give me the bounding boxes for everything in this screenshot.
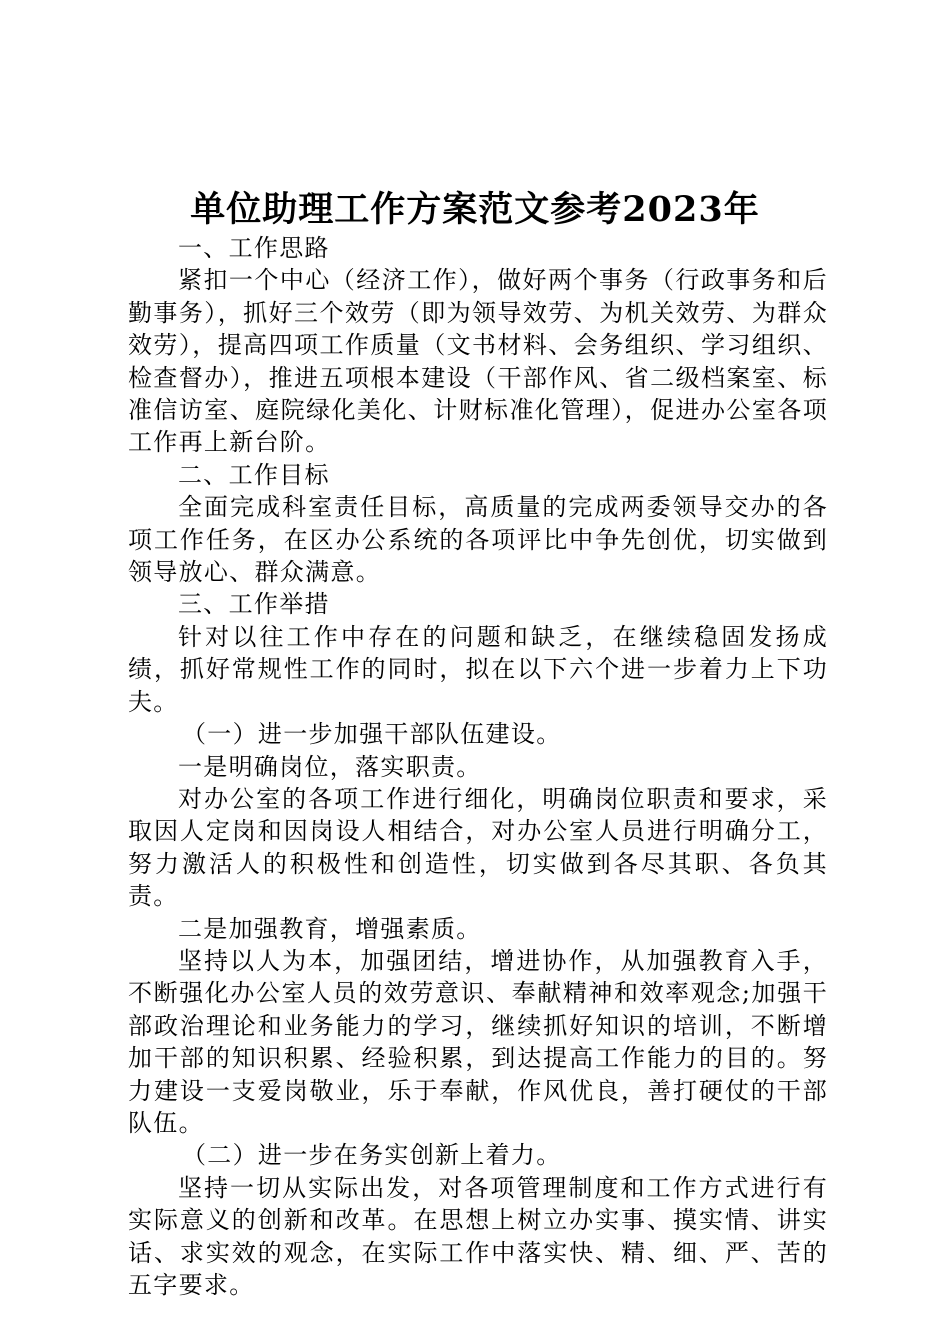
sub-point-heading: 二是加强教育，增强素质。 — [178, 914, 482, 943]
section-heading: 一、工作思路 — [178, 234, 330, 262]
document-body — [128, 232, 828, 1301]
document-title: 单位助理工作方案范文参考2023年 — [190, 189, 760, 230]
body-paragraph: 对办公室的各项工作进行细化，明确岗位职责和要求，采取因人定岗和因岗设人相结合，对办公室人员进行明确分工，努力激活人的积极性和创造性，切实做到各尽其职、各负其责。 — [128, 784, 828, 911]
section-heading: 三、工作举措 — [178, 590, 330, 619]
body-paragraph: 坚持一切从实际出发，对各项管理制度和工作方式进行有实际意义的创新和改革。在思想上树立办实事、摸实情、讲实话、求实效的观念，在实际工作中落实快、精、细、严、苦的五字要求。 — [128, 1173, 828, 1299]
body-paragraph: 针对以往工作中存在的问题和缺乏，在继续稳固发扬成绩，抓好常规性工作的同时，拟在以下六个进一步着力上下功夫。 — [128, 622, 828, 716]
section-heading: 二、工作目标 — [178, 460, 330, 489]
body-paragraph: 坚持以人为本，加强团结，增进协作，从加强教育入手，不断强化办公室人员的效劳意识、奉献精神和效率观念;加强干部政治理论和业务能力的学习，继续抓好知识的培训，不断增加干部的知识积累、经验积累，到达提高工作能力的目的。努力建设一支爱岗敬业，乐于奉献，作风优良，善打硬仗的干部队伍。 — [128, 946, 828, 1137]
body-paragraph: 全面完成科室责任目标，高质量的完成两委领导交办的各项工作任务，在区办公系统的各项评比中争先创优，切实做到领导放心、群众满意。 — [128, 493, 828, 587]
sub-point-heading: 一是明确岗位，落实职责。 — [178, 752, 482, 781]
subsection-heading: （二）进一步在务实创新上着力。 — [182, 1141, 562, 1170]
body-paragraph: 紧扣一个中心（经济工作），做好两个事务（行政事务和后勤事务），抓好三个效劳（即为领导效劳、为机关效劳、为群众效劳），提高四项工作质量（文书材料、会务组织、学习组织、检查督办），推进五项根本建设（干部作风、省二级档案室、标准信访室、庭院绿化美化、计财标准化管理），促进办公室各项工作再上新台阶。 — [128, 266, 828, 457]
subsection-heading: （一）进一步加强干部队伍建设。 — [182, 720, 562, 749]
